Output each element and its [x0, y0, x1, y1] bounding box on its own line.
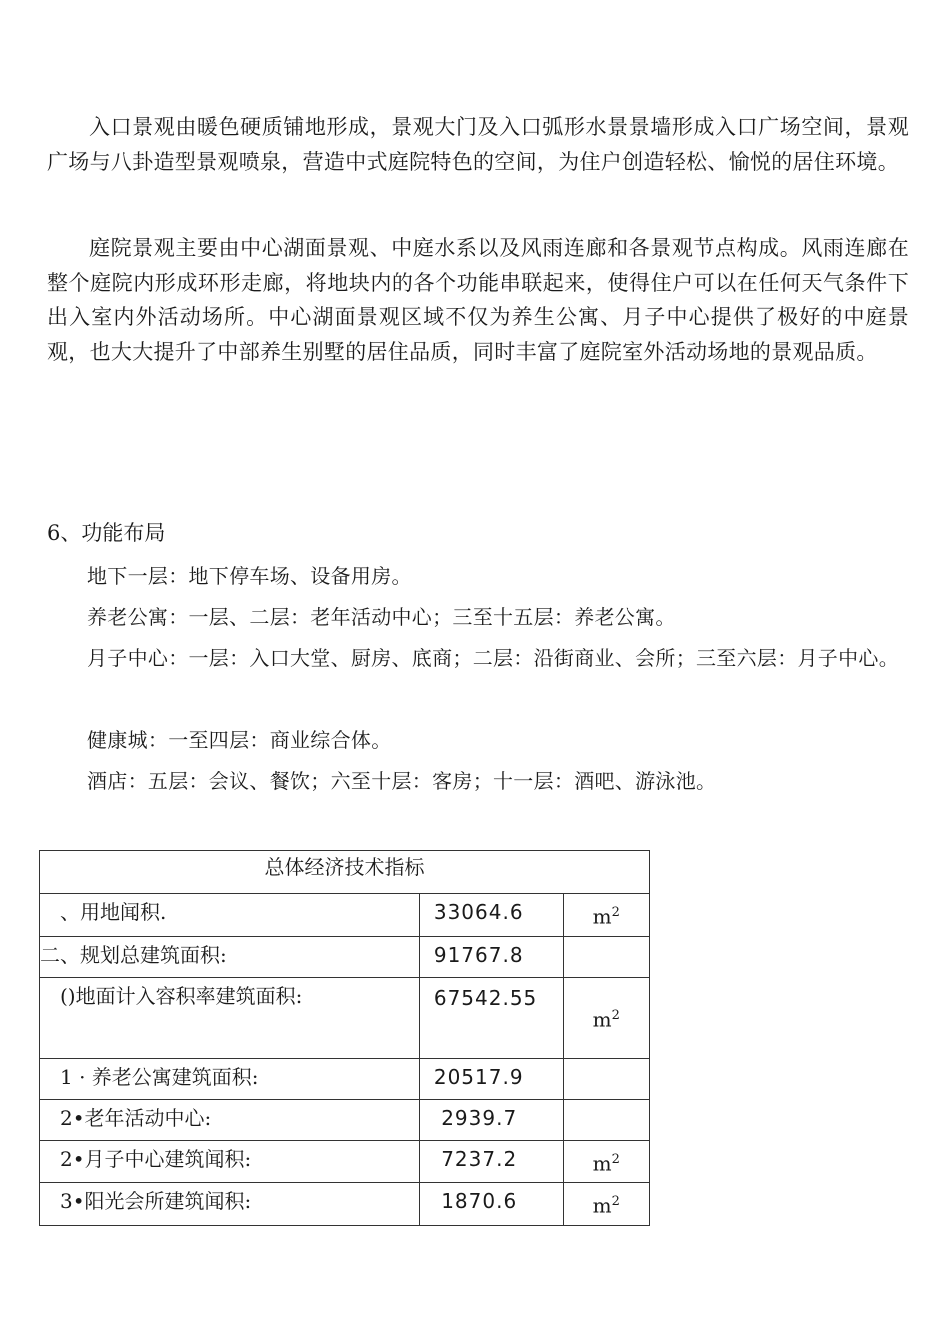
row-unit: $m^2$ [563, 1140, 649, 1183]
row-value: 7237.2 [419, 1140, 563, 1183]
row-value: 67542.55 [419, 977, 563, 1058]
paragraph-entrance-landscape: 入口景观由暖色硬质铺地形成，景观大门及入口弧形水景景墙形成入口广场空间，景观广场与八卦造型景观喷泉，营造中式庭院特色的空间，为住户创造轻松、愉悦的居住环境。 [47, 115, 909, 174]
table-title: 总体经济技术指标 [40, 851, 650, 894]
layout-line-health-city: 健康城：一至四层：商业综合体。 [87, 728, 392, 752]
row-value: 33064.6 [419, 894, 563, 937]
row-label: ()地面计入容积率建筑面积: [40, 977, 420, 1058]
row-unit: $m^2$ [563, 1183, 649, 1226]
row-unit: $m^2$ [563, 894, 649, 937]
table-row [40, 977, 650, 1058]
row-label: 、用地闻积. [40, 894, 420, 937]
section-heading: 6、功能布局 [47, 521, 166, 545]
table-row [40, 1099, 650, 1140]
table-row [40, 936, 650, 977]
layout-line-hotel: 酒店：五层：会议、餐饮；六至十层：客房；十一层：酒吧、游泳池。 [87, 769, 717, 793]
row-value: 2939.7 [419, 1099, 563, 1140]
layout-line-basement: 地下一层：地下停车场、设备用房。 [87, 564, 412, 588]
row-label: 3•阳光会所建筑闻积: [40, 1183, 420, 1226]
table-row [40, 1183, 650, 1226]
row-unit [563, 1099, 649, 1140]
row-value: 1870.6 [419, 1183, 563, 1226]
table-row [40, 1140, 650, 1183]
row-value: 20517.9 [419, 1058, 563, 1099]
layout-line-elderly-apartment: 养老公寓：一层、二层：老年活动中心；三至十五层：养老公寓。 [87, 605, 676, 629]
row-unit [563, 1058, 649, 1099]
row-unit [563, 936, 649, 977]
paragraph-courtyard-landscape: 庭院景观主要由中心湖面景观、中庭水系以及风雨连廊和各景观节点构成。风雨连廊在整个庭院内形成环形走廊，将地块内的各个功能串联起来，使得住户可以在任何天气条件下出入室内外活动场所。中心湖面景观区域不仅为养生公寓、月子中心提供了极好的中庭景观，也大大提升了中部养生别墅的居住品质，同时丰富了庭院室外活动场地的景观品质。 [47, 236, 909, 364]
row-label: 2•月子中心建筑闻积: [40, 1140, 420, 1183]
economic-indicators-table [39, 850, 650, 1226]
row-label: 1 · 养老公寓建筑面积: [40, 1058, 420, 1099]
row-unit: $m^2$ [563, 977, 649, 1058]
row-label: 2•老年活动中心: [40, 1099, 420, 1140]
table-row [40, 894, 650, 937]
row-value: 91767.8 [419, 936, 563, 977]
row-label: 二、规划总建筑面积: [40, 936, 420, 977]
table-row [40, 1058, 650, 1099]
layout-line-maternity-center: 月子中心：一层：入口大堂、厨房、底商；二层：沿街商业、会所；三至六层：月子中心。 [87, 646, 899, 670]
